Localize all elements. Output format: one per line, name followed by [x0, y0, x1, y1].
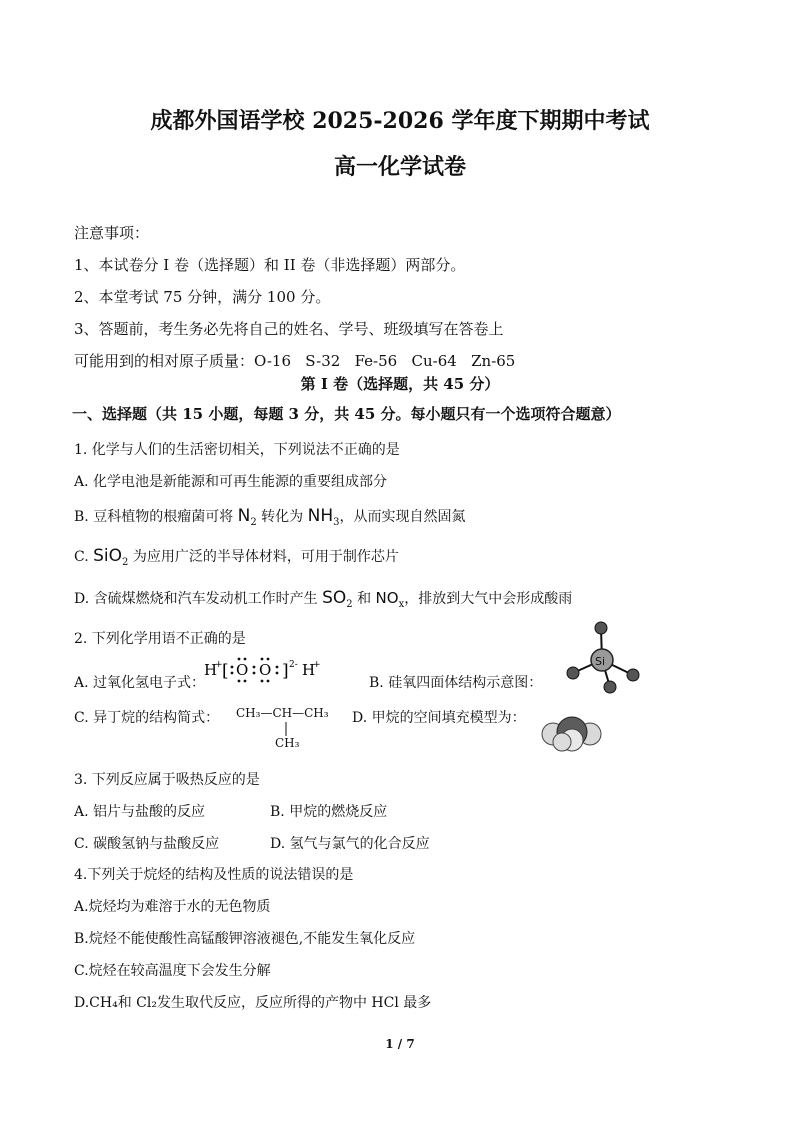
q2-stem: 2. 下列化学用语不正确的是: [74, 631, 246, 647]
h-charge-1: +: [215, 660, 223, 670]
part1-heading: 第 I 卷（选择题，共 45 分）: [300, 375, 500, 393]
page-number: 1 / 7: [385, 1037, 415, 1051]
q1-stem: 1. 化学与人们的生活密切相关，下列说法不正确的是: [74, 442, 400, 458]
q3-option-a: A. 铝片与盐酸的反应: [74, 804, 206, 820]
o2-charge: 2-: [289, 660, 298, 670]
q4-option-d: D.CH₄和 Cl₂发生取代反应，反应所得的产物中 HCl 最多: [74, 995, 432, 1011]
o-atom-top: [595, 622, 607, 634]
o-atom-left: [567, 667, 579, 679]
q3-option-b: B. 甲烷的燃烧反应: [270, 804, 388, 820]
atomic-mass-line: 可能用到的相对原子质量：O-16 S-32 Fe-56 Cu-64 Zn-65: [74, 352, 516, 370]
q2-option-b-label: B. 硅氧四面体结构示意图：: [369, 675, 543, 691]
o-atom-2: O: [259, 661, 272, 679]
right-bracket: ]: [282, 661, 289, 681]
q1-option-a: A. 化学电池是新能源和可再生能源的重要组成部分: [74, 474, 388, 490]
q3-stem: 3. 下列反应属于吸热反应的是: [74, 772, 260, 788]
o-atom-1: O: [236, 661, 249, 679]
q1-option-c: C. SiO$_2$ 为应用广泛的半导体材料，可用于制作芯片: [74, 546, 399, 568]
q4-option-a: A.烷烃均为难溶于水的无色物质: [74, 899, 271, 915]
exam-title: 成都外国语学校 2025-2026 学年度下期期中考试: [150, 108, 650, 134]
q3-option-d: D. 氢气与氯气的化合反应: [270, 836, 430, 852]
notice-item-2: 2、本堂考试 75 分钟，满分 100 分。: [74, 288, 331, 306]
q4-option-b: B.烷烃不能使酸性高锰酸钾溶液褪色,不能发生氧化反应: [74, 931, 416, 947]
h-atom-2: H: [302, 661, 316, 679]
h-charge-2: +: [313, 660, 321, 670]
si-label: Si: [595, 655, 606, 668]
silicon-oxygen-tetrahedron: [560, 620, 646, 700]
o-atom-bottom: [604, 681, 616, 693]
notice-item-1: 1、本试卷分 I 卷（选择题）和 II 卷（非选择题）两部分。: [74, 256, 466, 274]
q3-option-c: C. 碳酸氢钠与盐酸反应: [74, 836, 220, 852]
q1-option-b: B. 豆科植物的根瘤菌可将 $N_2$ 转化为 $NH_3$，从而实现自然固氮: [74, 506, 466, 528]
isobutane-branch: CH₃: [275, 736, 300, 750]
methane-space-filling-model: [540, 710, 604, 752]
q4-stem: 4.下列关于烷烃的结构及性质的说法错误的是: [74, 867, 354, 883]
q2-option-c-label: C. 异丁烷的结构简式：: [74, 710, 220, 726]
q4-option-c: C.烷烃在较高温度下会发生分解: [74, 963, 271, 979]
left-bracket: [: [222, 661, 229, 681]
h-atom-1: H: [204, 661, 218, 679]
isobutane-formula: CH₃—CH—CH₃: [236, 706, 329, 720]
exam-subtitle: 高一化学试卷: [333, 154, 466, 180]
notice-heading: 注意事项：: [74, 224, 150, 242]
h2o2-electron-formula: [202, 655, 342, 689]
notice-item-3: 3、答题前，考生务必先将自己的姓名、学号、班级填写在答卷上: [74, 320, 504, 338]
isobutane-branch-bond: [285, 722, 289, 736]
o-atom-right: [627, 669, 639, 681]
section-heading: 一、选择题（共 15 小题，每题 3 分，共 45 分。每小题只有一个选项符合题意）: [72, 405, 621, 423]
q2-option-a-label: A. 过氧化氢电子式：: [74, 675, 206, 691]
q1-option-d: D. 含硫煤燃烧和汽车发动机工作时产生 $SO_2$ 和 $NO_x$，排放到大气中会形成酸雨: [74, 588, 573, 610]
q2-option-d-label: D. 甲烷的空间填充模型为：: [352, 710, 526, 726]
